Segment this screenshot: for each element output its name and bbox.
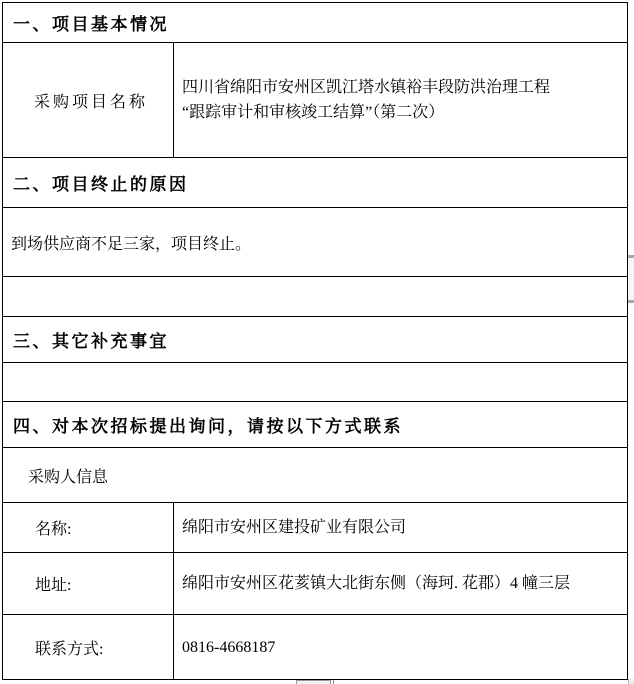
vertical-scrollbar-fragment[interactable] bbox=[629, 255, 634, 303]
termination-reason-text: 到场供应商不足三家，项目终止。 bbox=[11, 235, 252, 253]
section4-title: 四、对本次招标提出询问，请按以下方式联系 bbox=[13, 417, 403, 436]
scrollbar-corner-fragment bbox=[628, 679, 634, 684]
purchaser-name-row bbox=[3, 503, 627, 553]
empty-cell-2 bbox=[3, 363, 627, 401]
purchaser-name-value: 绵阳市安州区建投矿业有限公司 bbox=[182, 519, 407, 536]
purchaser-phone-row bbox=[3, 615, 627, 679]
section1-title: 一、项目基本情况 bbox=[13, 15, 169, 34]
section2-title: 二、项目终止的原因 bbox=[13, 175, 189, 194]
project-name-value-cell bbox=[174, 43, 627, 157]
scrollbar-tick-bottom bbox=[628, 300, 634, 303]
purchaser-info-row bbox=[3, 448, 627, 503]
empty-row-2 bbox=[3, 363, 627, 402]
scrollbar-tick-top bbox=[628, 255, 634, 258]
empty-row-1 bbox=[3, 277, 627, 317]
empty-cell-1 bbox=[3, 277, 627, 316]
section1-header-row bbox=[3, 3, 627, 43]
horizontal-scrollbar-fragment[interactable] bbox=[296, 680, 331, 684]
scrollbar-divider-line bbox=[333, 680, 334, 684]
project-name-row bbox=[3, 43, 627, 158]
purchaser-phone-value: 0816-4668187 bbox=[182, 638, 276, 656]
project-name-value-line1: 四川省绵阳市安州区凯江塔水镇裕丰段防洪治理工程 bbox=[182, 79, 551, 96]
purchaser-info-title: 采购人信息 bbox=[28, 468, 109, 486]
termination-reason-row bbox=[3, 208, 627, 277]
project-name-label: 采购项目名称 bbox=[3, 43, 174, 157]
purchaser-phone-label: 联系方式: bbox=[3, 615, 174, 679]
purchaser-address-value: 绵阳市安州区花荄镇大北街东侧（海珂. 花郡）4 幢三层 bbox=[182, 575, 571, 592]
section2-header-row bbox=[3, 158, 627, 208]
section4-header-row bbox=[3, 402, 627, 448]
section3-header-row bbox=[3, 317, 627, 363]
section3-title: 三、其它补充事宜 bbox=[13, 332, 169, 351]
purchaser-address-row bbox=[3, 553, 627, 615]
purchaser-address-label: 地址: bbox=[3, 553, 174, 614]
project-name-value-line2: “跟踪审计和审核竣工结算”（第二次） bbox=[182, 104, 445, 121]
purchaser-name-label: 名称: bbox=[3, 503, 174, 552]
termination-notice-table bbox=[2, 2, 628, 680]
